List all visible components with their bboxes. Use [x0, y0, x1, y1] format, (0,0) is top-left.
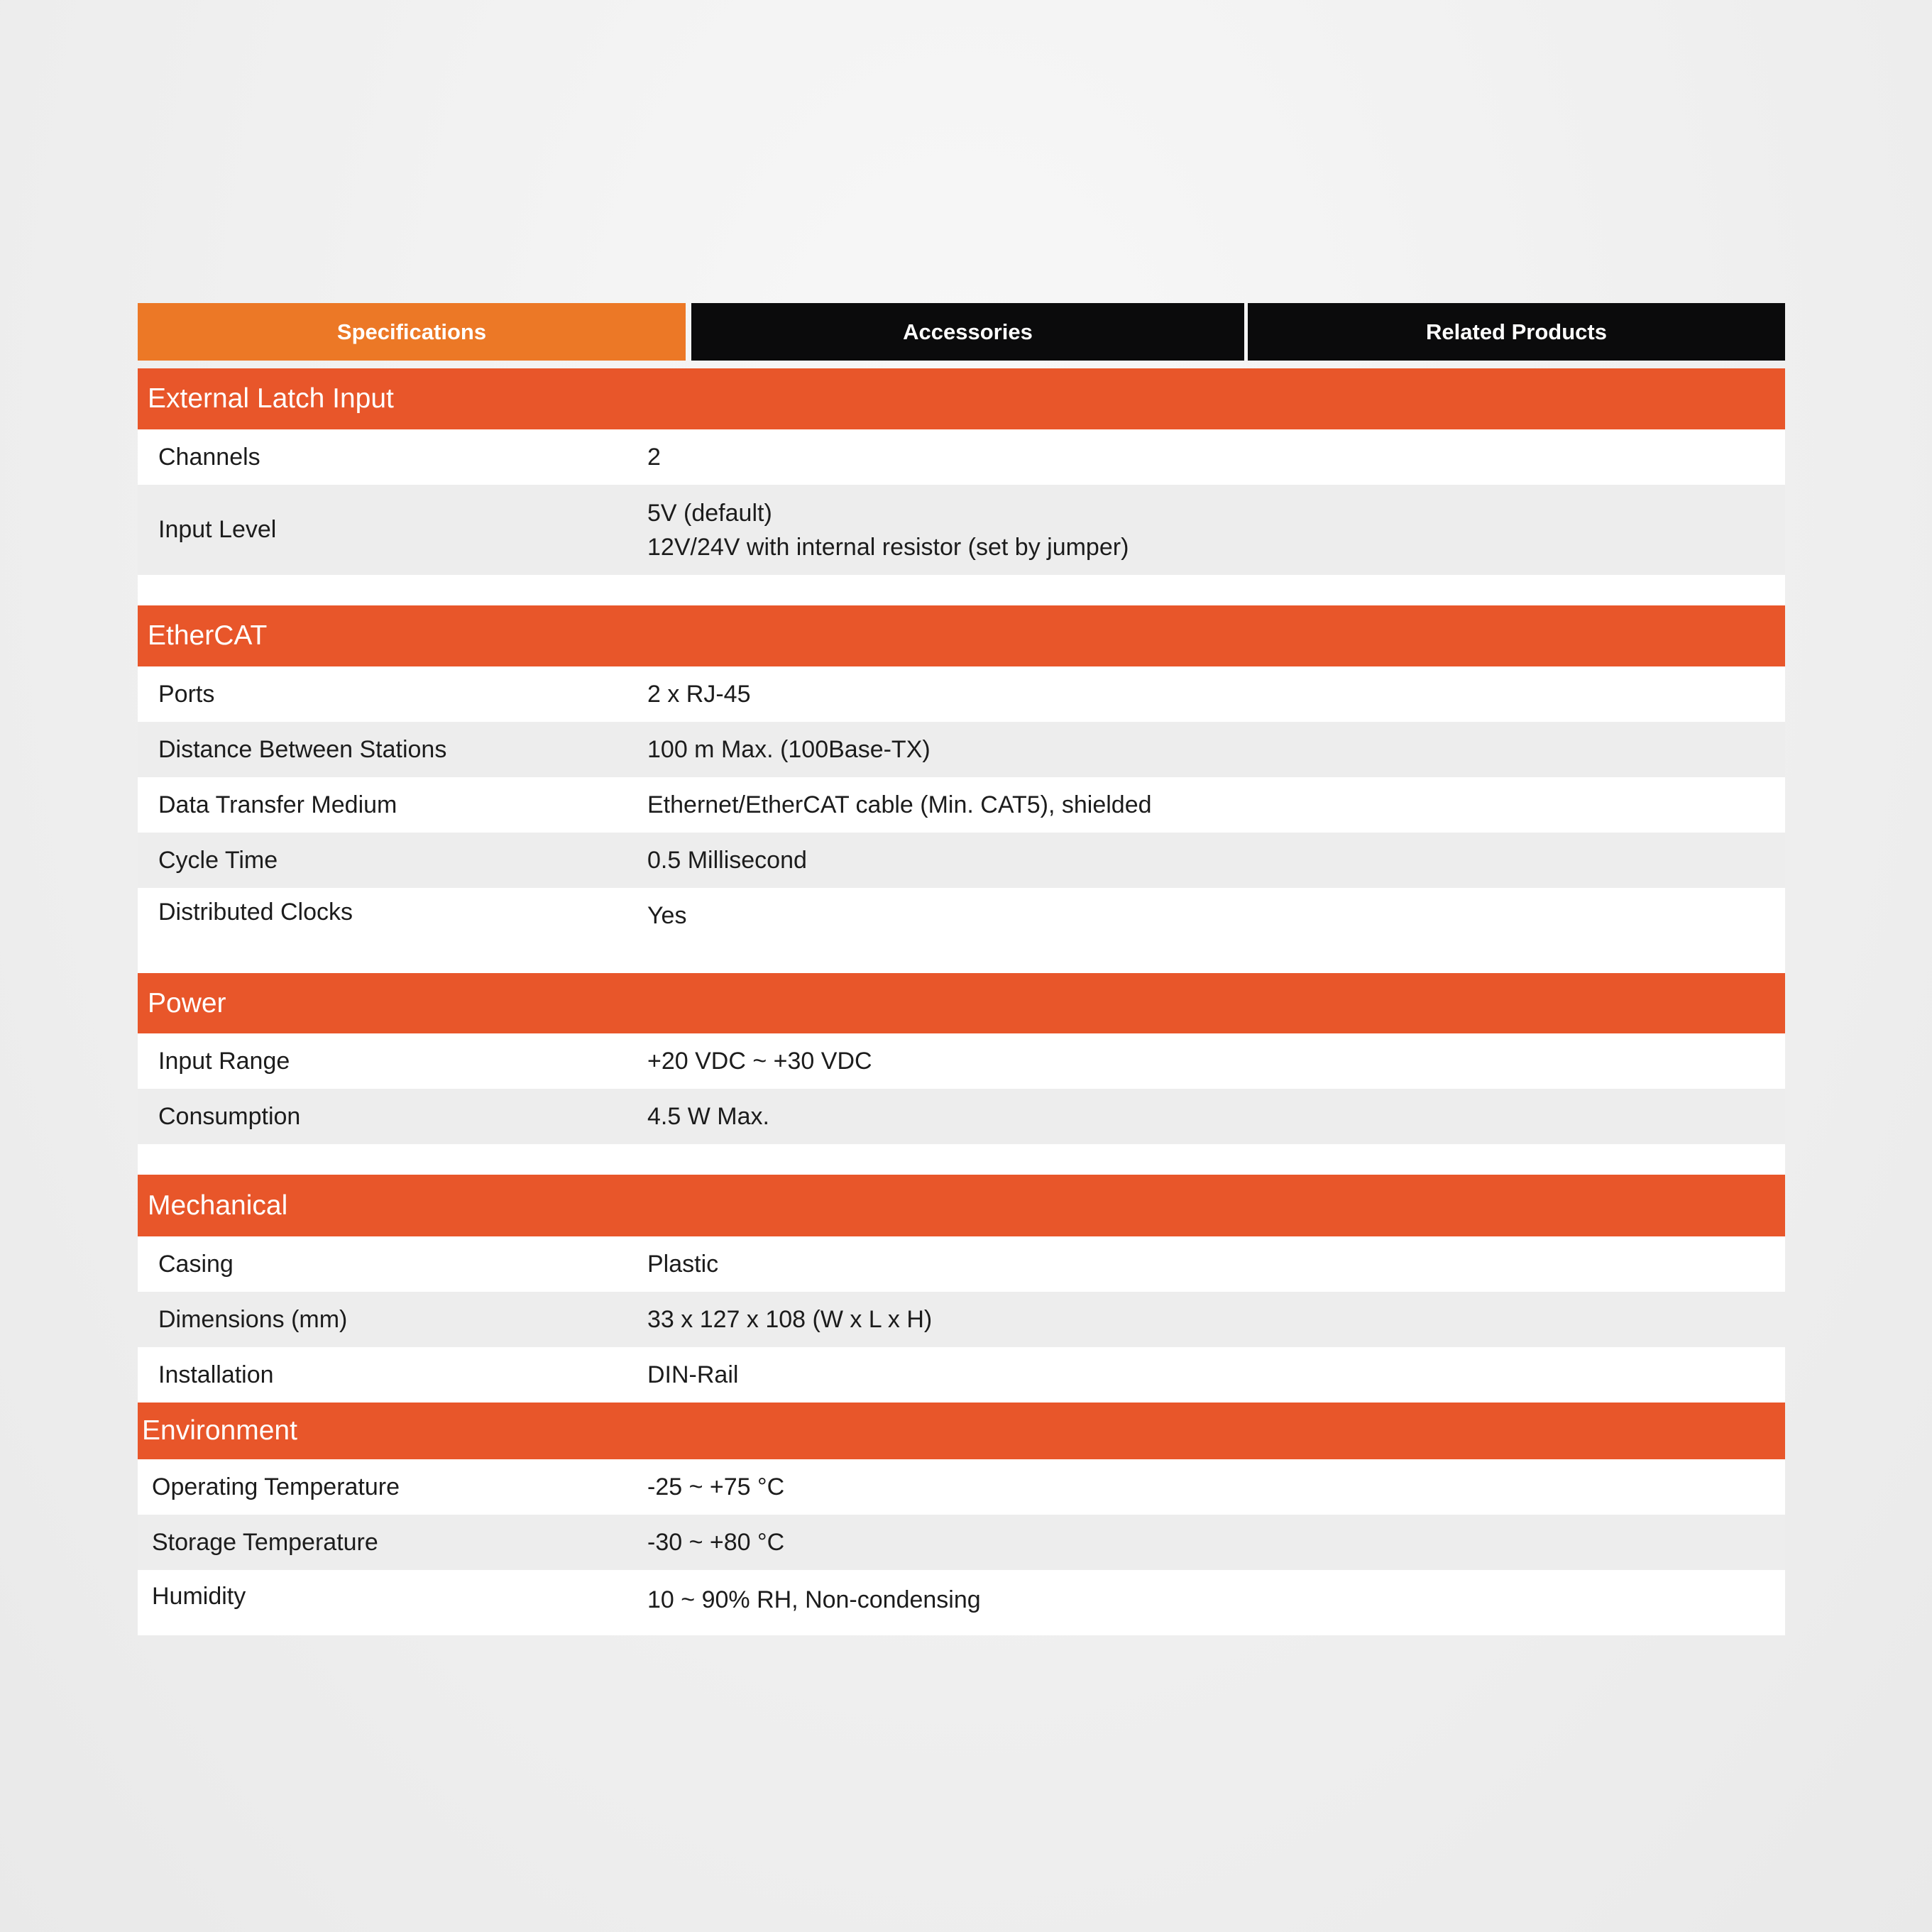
section-header: Mechanical — [138, 1175, 1785, 1236]
table-row — [138, 1089, 1785, 1144]
section-header: External Latch Input — [138, 368, 1785, 429]
row-label: Input Level — [158, 516, 277, 543]
table-row — [138, 1347, 1785, 1403]
section-spacer — [138, 1144, 1785, 1175]
row-label: Humidity — [152, 1583, 246, 1610]
row-value: Plastic — [647, 1251, 719, 1278]
section-environment — [138, 1403, 1785, 1635]
tab-specifications[interactable]: Specifications — [138, 303, 686, 361]
row-label: Consumption — [158, 1102, 301, 1130]
row-label: Dimensions (mm) — [158, 1305, 348, 1333]
section-header: Power — [138, 973, 1785, 1033]
row-value: DIN-Rail — [647, 1361, 739, 1388]
section-mechanical — [138, 1175, 1785, 1403]
row-value: Ethernet/EtherCAT cable (Min. CAT5), shielded — [647, 791, 1152, 818]
row-label: Cycle Time — [158, 846, 278, 874]
row-label: Installation — [158, 1361, 274, 1388]
section-spacer — [138, 575, 1785, 605]
row-label: Input Range — [158, 1047, 290, 1075]
row-label: Ports — [158, 680, 215, 708]
section-external-latch-input — [138, 368, 1785, 605]
table-row — [138, 722, 1785, 777]
table-row — [138, 777, 1785, 833]
table-row — [138, 833, 1785, 888]
row-value: 5V (default) 12V/24V with internal resistor (set by jumper) — [647, 499, 1129, 561]
section-header: Environment — [138, 1403, 1785, 1459]
row-value: 100 m Max. (100Base-TX) — [647, 736, 931, 763]
row-value: 2 x RJ-45 — [647, 681, 751, 708]
row-value: -25 ~ +75 °C — [647, 1473, 785, 1500]
row-label: Distributed Clocks — [158, 899, 353, 926]
row-label: Data Transfer Medium — [158, 791, 397, 818]
row-value: 4.5 W Max. — [647, 1103, 769, 1130]
row-value: 2 — [647, 444, 661, 471]
tab-accessories[interactable]: Accessories — [691, 303, 1244, 361]
row-label: Storage Temperature — [152, 1528, 378, 1556]
tab-bar — [138, 303, 1785, 361]
table-row — [138, 888, 1785, 973]
table-row — [138, 1236, 1785, 1292]
tab-related-products[interactable]: Related Products — [1248, 303, 1785, 361]
row-label: Channels — [158, 443, 260, 471]
section-power — [138, 973, 1785, 1175]
row-label: Distance Between Stations — [158, 735, 447, 763]
row-value: 10 ~ 90% RH, Non-condensing — [647, 1586, 981, 1613]
table-row — [138, 1570, 1785, 1635]
section-header: EtherCAT — [138, 605, 1785, 666]
table-row — [138, 1515, 1785, 1570]
row-value: 0.5 Millisecond — [647, 847, 807, 874]
table-row — [138, 1459, 1785, 1515]
row-value: +20 VDC ~ +30 VDC — [647, 1048, 872, 1075]
table-row — [138, 1033, 1785, 1089]
table-row — [138, 485, 1785, 575]
section-ethercat — [138, 605, 1785, 973]
specifications-panel — [138, 303, 1785, 1635]
row-label: Operating Temperature — [152, 1473, 400, 1500]
row-value: 33 x 127 x 108 (W x L x H) — [647, 1306, 933, 1333]
row-value: Yes — [647, 902, 687, 929]
row-value: -30 ~ +80 °C — [647, 1529, 785, 1556]
table-row — [138, 429, 1785, 485]
table-row — [138, 1292, 1785, 1347]
table-row — [138, 666, 1785, 722]
row-label: Casing — [158, 1250, 234, 1278]
